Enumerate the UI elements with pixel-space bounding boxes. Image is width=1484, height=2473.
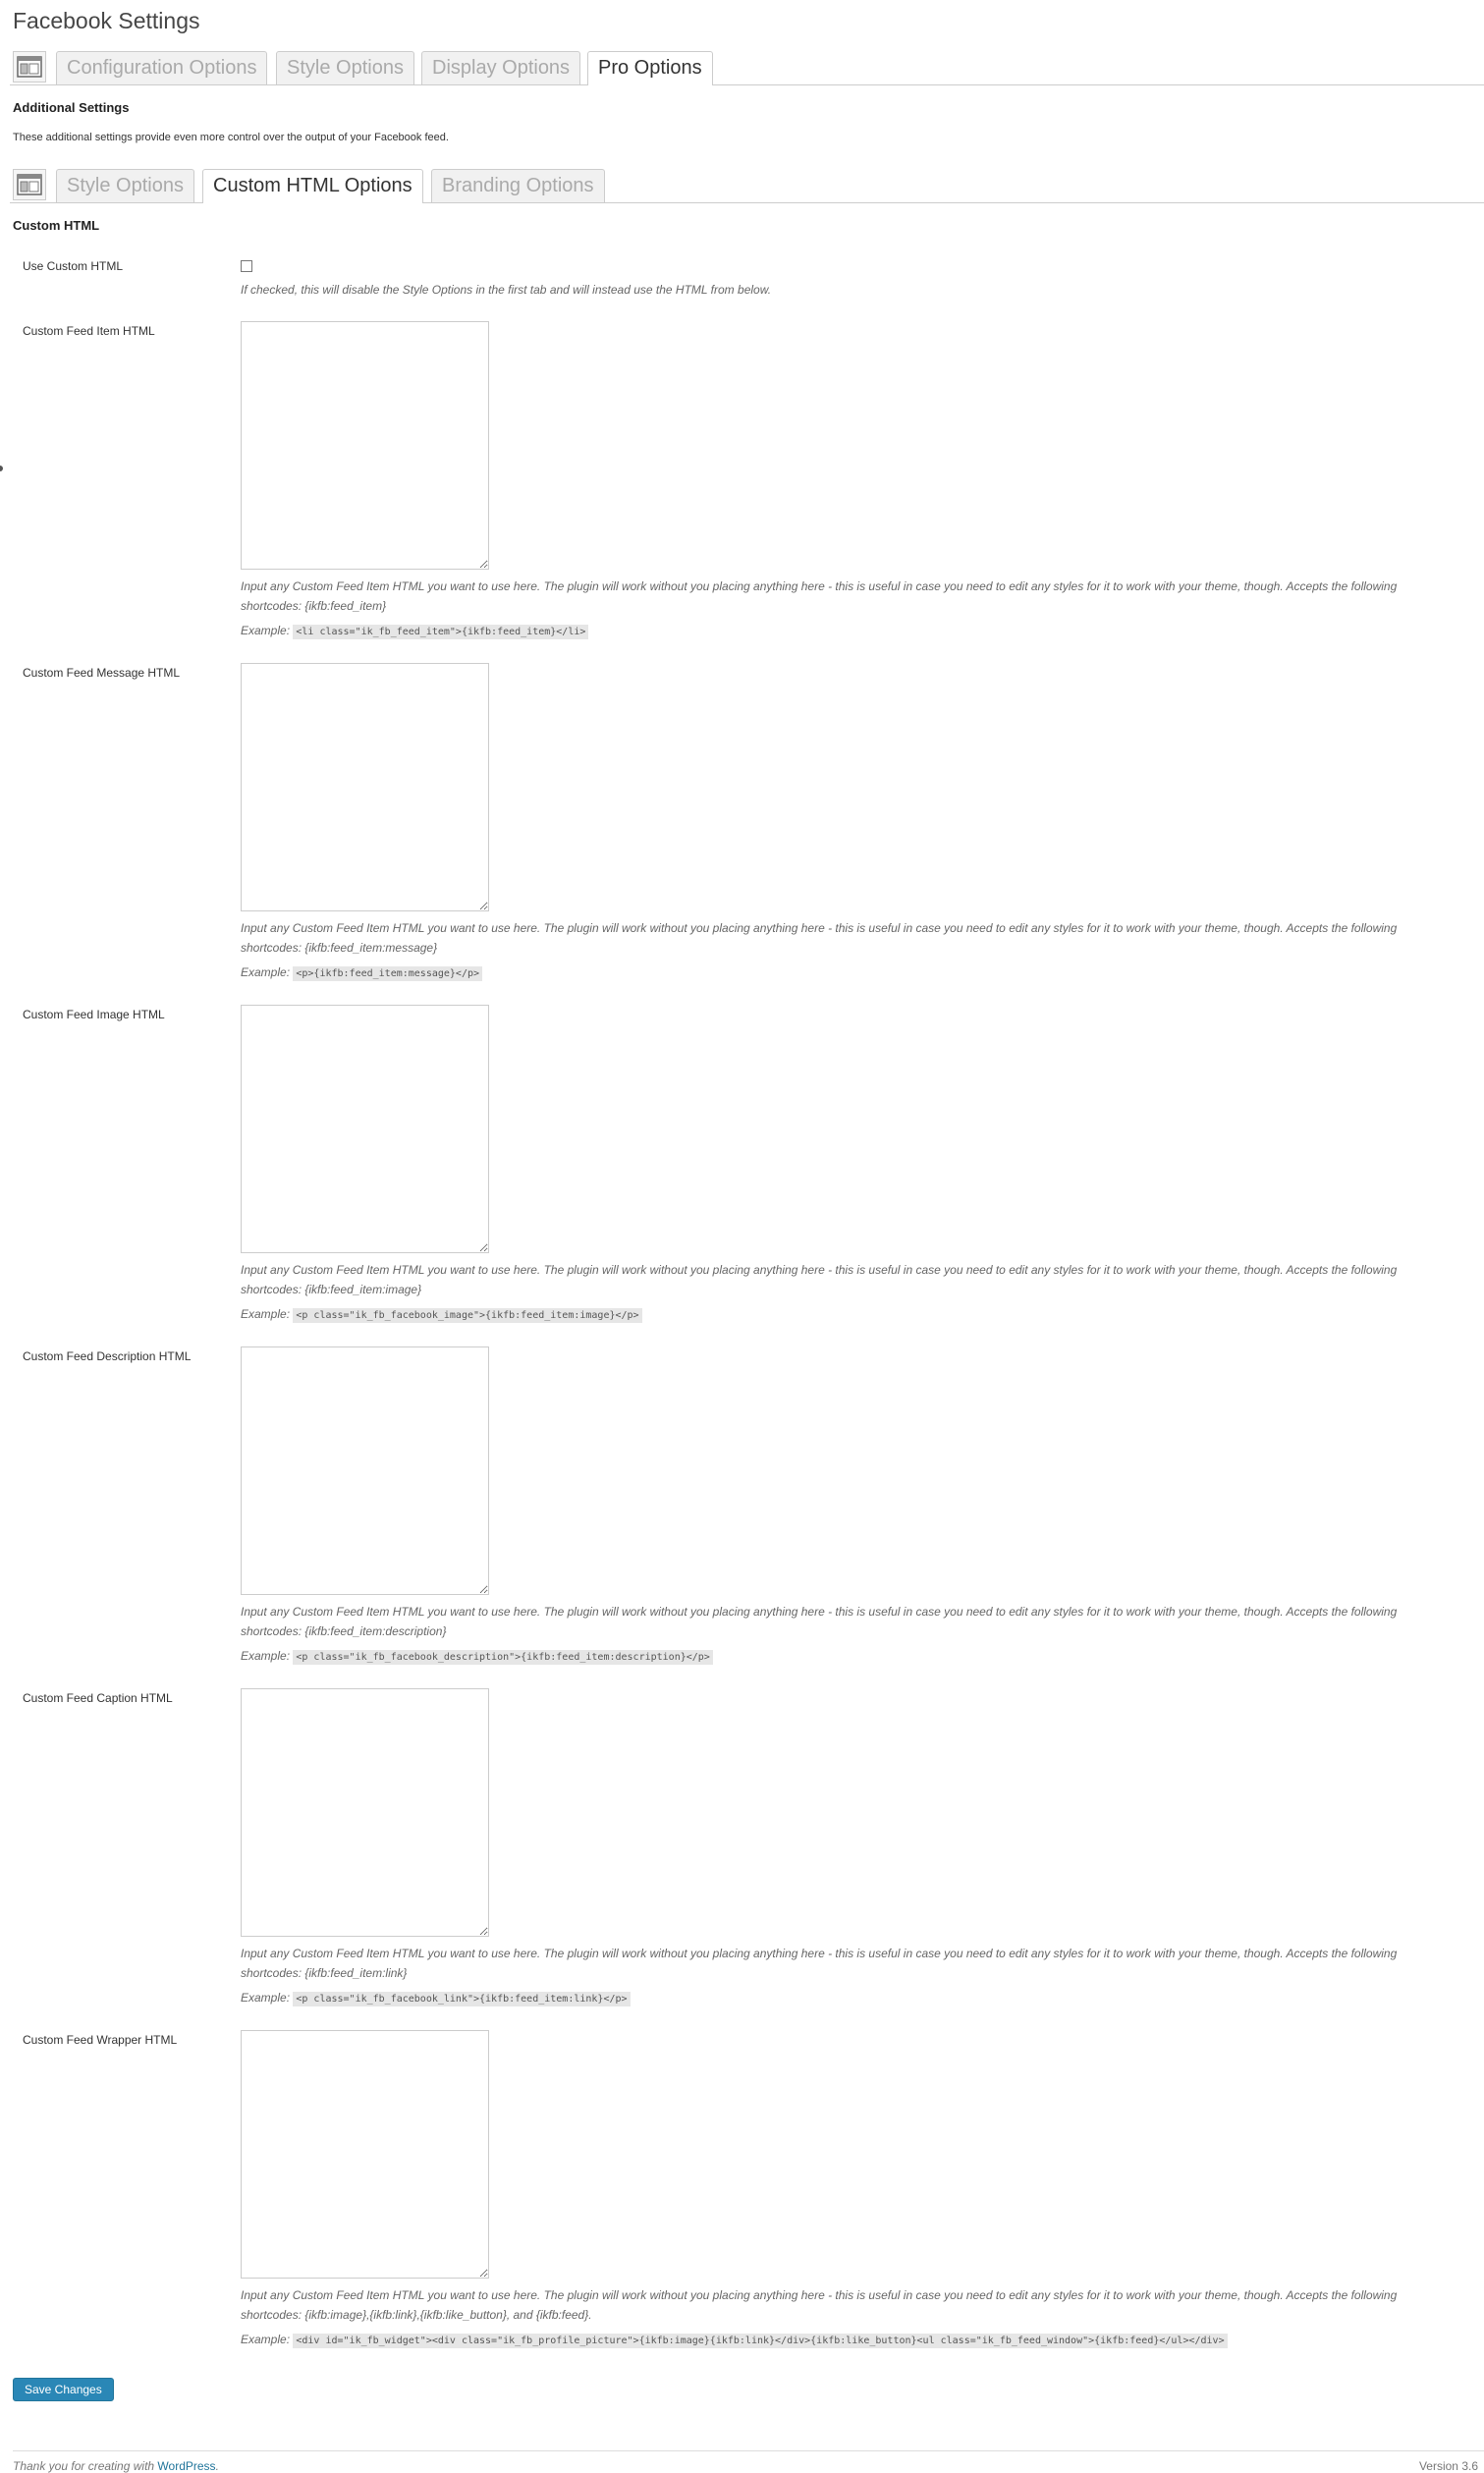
field-description-feed-wrapper: Input any Custom Feed Item HTML you want to use here. The plugin will work without you placing anything here - this is useful in case you need to edit any styles for it to work with your theme, though. Accepts the following shortcodes: {ikfb:image},{ikfb:link},{ikfb:like_button}, and {ikfb:feed}. [241,2288,1398,2322]
field-description-feed-caption: Input any Custom Feed Item HTML you want to use here. The plugin will work without you placing anything here - this is useful in case you need to edit any styles for it to work with your theme, though. Accepts the following shortcodes: {ikfb:feed_item:link} [241,1947,1398,1980]
use-custom-html-label: Use Custom HTML [23,259,124,273]
tab-bar-divider [10,84,1484,85]
field-label-feed-image: Custom Feed Image HTML [23,1008,165,1021]
footer-thanks [13,2459,219,2473]
use-custom-html-hint: If checked, this will disable the Style Options in the first tab and will instead use the HTML from below. [241,283,772,297]
field-label-feed-message: Custom Feed Message HTML [23,666,181,680]
example-label: Example: [241,965,291,979]
page-title: Facebook Settings [13,8,200,33]
field-label-feed-item: Custom Feed Item HTML [23,324,155,338]
wordpress-link[interactable]: WordPress [157,2459,216,2473]
field-example-feed-wrapper [241,2333,1228,2346]
custom-feed-image-html-textarea[interactable] [241,1005,489,1253]
footer-thanks-text: Thank you for creating with [13,2459,155,2473]
custom-feed-caption-html-textarea[interactable] [241,1688,489,1937]
footer-thanks-suffix: . [215,2459,219,2473]
additional-settings-heading: Additional Settings [13,100,130,115]
admin-menu-edge-indicator [0,466,3,471]
example-code: <p class="ik_fb_facebook_description">{ikfb:feed_item:description}</p> [293,1650,712,1665]
save-changes-button[interactable]: Save Changes [13,2378,114,2401]
custom-feed-message-html-textarea[interactable] [241,663,489,911]
field-example-feed-description [241,1649,713,1663]
subtab-custom-html-options[interactable]: Custom HTML Options [202,169,423,203]
example-label: Example: [241,1649,291,1663]
custom-html-heading: Custom HTML [13,218,100,233]
field-label-feed-wrapper: Custom Feed Wrapper HTML [23,2033,178,2047]
field-description-feed-item: Input any Custom Feed Item HTML you want to use here. The plugin will work without you placing anything here - this is useful in case you need to edit any styles for it to work with your theme, though. Accepts the following shortcodes: {ikfb:feed_item} [241,579,1398,613]
example-label: Example: [241,624,291,637]
tab-display-options[interactable]: Display Options [421,51,580,84]
field-label-feed-caption: Custom Feed Caption HTML [23,1691,173,1705]
use-custom-html-checkbox[interactable] [241,260,252,272]
example-code: <p>{ikfb:feed_item:message}</p> [293,966,482,981]
field-example-feed-item [241,624,588,637]
custom-feed-wrapper-html-textarea[interactable] [241,2030,489,2279]
example-code: <li class="ik_fb_feed_item">{ikfb:feed_item}</li> [293,625,588,639]
field-example-feed-message [241,965,482,979]
field-example-feed-caption [241,1991,631,2005]
field-label-feed-description: Custom Feed Description HTML [23,1349,192,1363]
example-label: Example: [241,1991,291,2005]
footer-divider [13,2450,1484,2451]
example-label: Example: [241,2333,291,2346]
custom-feed-description-html-textarea[interactable] [241,1346,489,1595]
example-code: <p class="ik_fb_facebook_link">{ikfb:feed_item:link}</p> [293,1992,630,2006]
footer-version: Version 3.6 [1418,2459,1478,2473]
tab-pro-options[interactable]: Pro Options [587,51,713,85]
layout-columns-icon [13,169,46,200]
tab-configuration-options[interactable]: Configuration Options [56,51,267,84]
additional-settings-description: These additional settings provide even more control over the output of your Facebook feed. [13,132,449,143]
layout-columns-icon [13,51,46,82]
example-code: <div id="ik_fb_widget"><div class="ik_fb_profile_picture">{ikfb:image}{ikfb:link}</div>{ikfb:like_button}<ul class="ik_fb_feed_window">{ikfb:feed}</ul></div> [293,2334,1227,2348]
example-label: Example: [241,1307,291,1321]
top-tab-bar [0,48,1484,85]
example-code: <p class="ik_fb_facebook_image">{ikfb:feed_item:image}</p> [293,1308,641,1323]
field-example-feed-image [241,1307,642,1321]
tab-style-options[interactable]: Style Options [276,51,414,84]
subtab-branding-options[interactable]: Branding Options [431,169,605,202]
field-description-feed-description: Input any Custom Feed Item HTML you want to use here. The plugin will work without you placing anything here - this is useful in case you need to edit any styles for it to work with your theme, though. Accepts the following shortcodes: {ikfb:feed_item:description} [241,1605,1398,1638]
subtab-style-options[interactable]: Style Options [56,169,194,202]
field-description-feed-message: Input any Custom Feed Item HTML you want to use here. The plugin will work without you placing anything here - this is useful in case you need to edit any styles for it to work with your theme, though. Accepts the following shortcodes: {ikfb:feed_item:message} [241,921,1398,955]
sub-tab-bar [0,166,1484,203]
custom-feed-item-html-textarea[interactable] [241,321,489,570]
field-description-feed-image: Input any Custom Feed Item HTML you want to use here. The plugin will work without you placing anything here - this is useful in case you need to edit any styles for it to work with your theme, though. Accepts the following shortcodes: {ikfb:feed_item:image} [241,1263,1398,1296]
